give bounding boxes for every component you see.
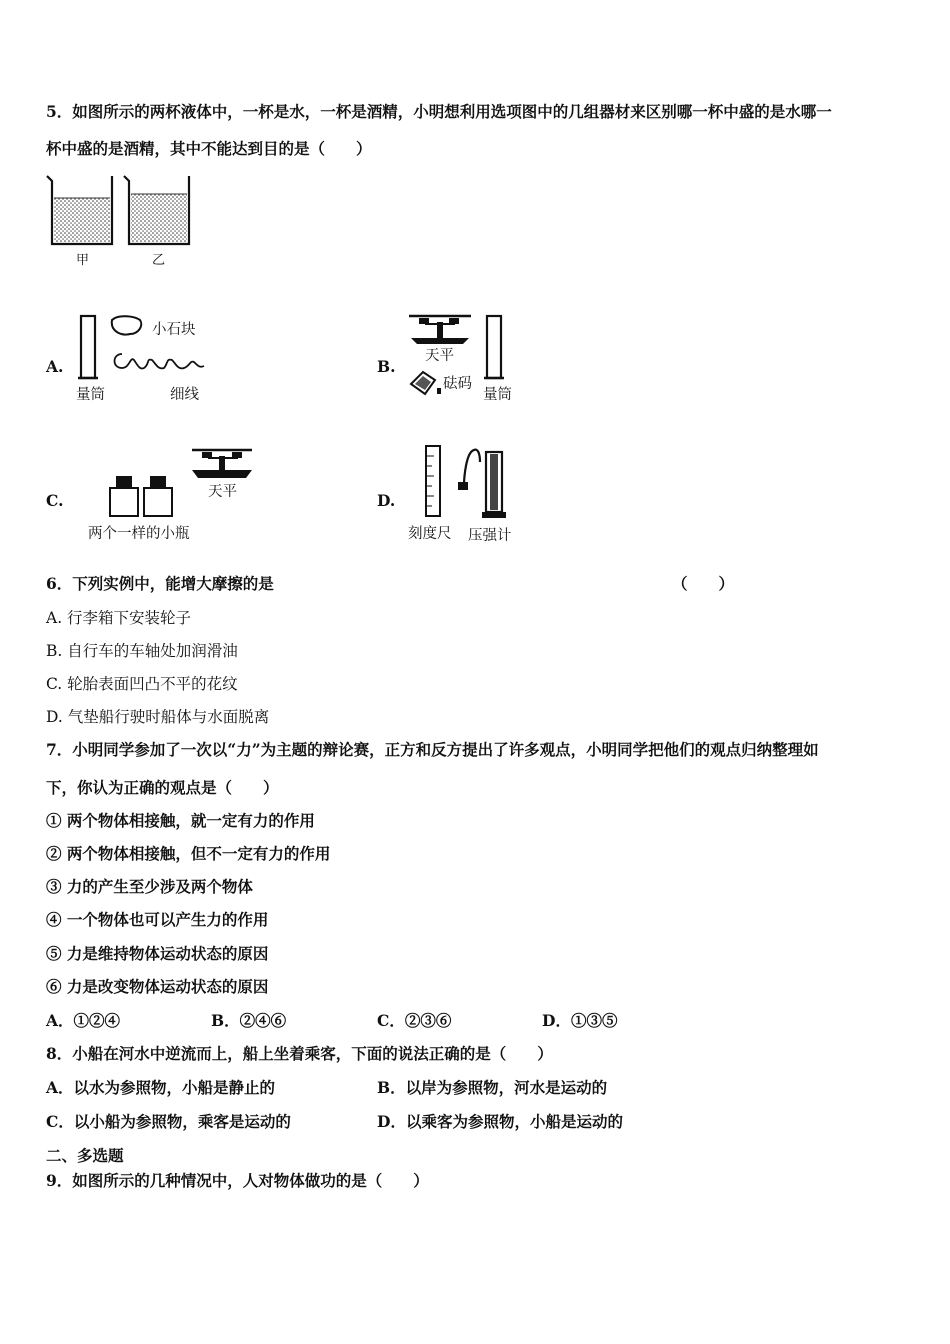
q8-stem: 8．小船在河水中逆流而上，船上坐着乘客，下面的说法正确的是（ ） <box>46 1044 553 1063</box>
bottle-2-icon <box>144 488 172 516</box>
q5-option-c-figure <box>88 444 258 544</box>
liquid-jia <box>54 198 110 242</box>
q7-statement-2: ② 两个物体相接触，但不一定有力的作用 <box>46 844 331 863</box>
pressure-gauge-tube <box>464 450 480 486</box>
label-pressure-gauge: 压强计 <box>468 528 512 544</box>
label-thread: 细线 <box>170 387 199 403</box>
q5-option-a-figure <box>74 310 224 405</box>
thread-icon <box>115 354 205 369</box>
graduated-cylinder-b-icon <box>487 316 501 378</box>
label-balance-c: 天平 <box>208 484 237 500</box>
q5-stem-line1: 5．如图所示的两杯液体中，一杯是水，一杯是酒精，小明想利用选项图中的几组器材来区别哪一杯中盛的是水哪一 <box>46 102 832 121</box>
q6-stem: 6．下列实例中，能增大摩擦的是 <box>46 574 274 593</box>
beakers-figure <box>44 172 194 267</box>
q7-option-a: A．①②④ <box>46 1011 121 1030</box>
q8-option-d: D．以乘客为参照物，小船是运动的 <box>377 1112 623 1131</box>
q6-option-c: C. 轮胎表面凹凸不平的花纹 <box>46 675 238 693</box>
liquid-yi <box>131 194 187 242</box>
beaker-label-jia: 甲 <box>76 253 90 268</box>
q5-option-c-letter: C. <box>46 491 64 510</box>
q5-option-b-figure <box>405 310 525 405</box>
q5-option-a-letter: A. <box>46 357 64 376</box>
label-ruler: 刻度尺 <box>408 526 452 542</box>
graduated-cylinder-icon <box>81 316 95 378</box>
label-graduated-cylinder-b: 量筒 <box>483 387 512 403</box>
q6-paren: （ ） <box>672 574 735 593</box>
bottle-1-icon <box>110 488 138 516</box>
q7-statement-1: ① 两个物体相接触，就一定有力的作用 <box>46 811 315 830</box>
q7-option-b: B．②④⑥ <box>211 1011 287 1030</box>
q6-option-d: D. 气垫船行驶时船体与水面脱离 <box>46 708 270 726</box>
q9-stem: 9．如图所示的几种情况中，人对物体做功的是（ ） <box>46 1171 429 1190</box>
section-title-multiple-choice: 二、多选题 <box>46 1146 124 1165</box>
q7-option-c: C．②③⑥ <box>377 1011 452 1030</box>
label-two-bottles: 两个一样的小瓶 <box>88 526 190 542</box>
q5-option-d-figure <box>408 442 528 546</box>
stone-icon <box>112 316 141 334</box>
q5-stem-line2: 杯中盛的是酒精，其中不能达到目的是（ ） <box>46 139 372 158</box>
q6-option-b: B. 自行车的车轴处加润滑油 <box>46 642 238 660</box>
q8-option-a: A．以水为参照物，小船是静止的 <box>46 1078 276 1097</box>
q7-statement-5: ⑤ 力是维持物体运动状态的原因 <box>46 944 269 963</box>
q7-statement-6: ⑥ 力是改变物体运动状态的原因 <box>46 977 269 996</box>
label-weights: 砝码 <box>443 376 472 392</box>
beakers-drawing <box>44 172 194 267</box>
q7-stem-line1: 7．小明同学参加了一次以“力”为主题的辩论赛，正方和反方提出了许多观点，小明同学把他们的观点归纳整理如 <box>46 740 819 759</box>
balance-c-icon <box>192 470 252 478</box>
q7-statement-4: ④ 一个物体也可以产生力的作用 <box>46 910 269 929</box>
q5-option-b-letter: B. <box>377 357 396 376</box>
q8-option-b: B．以岸为参照物，河水是运动的 <box>377 1078 608 1097</box>
q8-option-c: C．以小船为参照物，乘客是运动的 <box>46 1112 291 1131</box>
q6-option-a: A. 行李箱下安装轮子 <box>46 609 192 627</box>
beaker-label-yi: 乙 <box>152 253 166 268</box>
label-balance-b: 天平 <box>425 348 454 364</box>
q5-option-d-letter: D. <box>377 491 396 510</box>
q7-option-d: D．①③⑤ <box>542 1011 618 1030</box>
q7-statement-3: ③ 力的产生至少涉及两个物体 <box>46 877 253 896</box>
label-graduated-cylinder-a: 量筒 <box>76 387 105 403</box>
q7-stem-line2: 下，你认为正确的观点是（ ） <box>46 778 279 797</box>
label-stone: 小石块 <box>152 322 196 338</box>
